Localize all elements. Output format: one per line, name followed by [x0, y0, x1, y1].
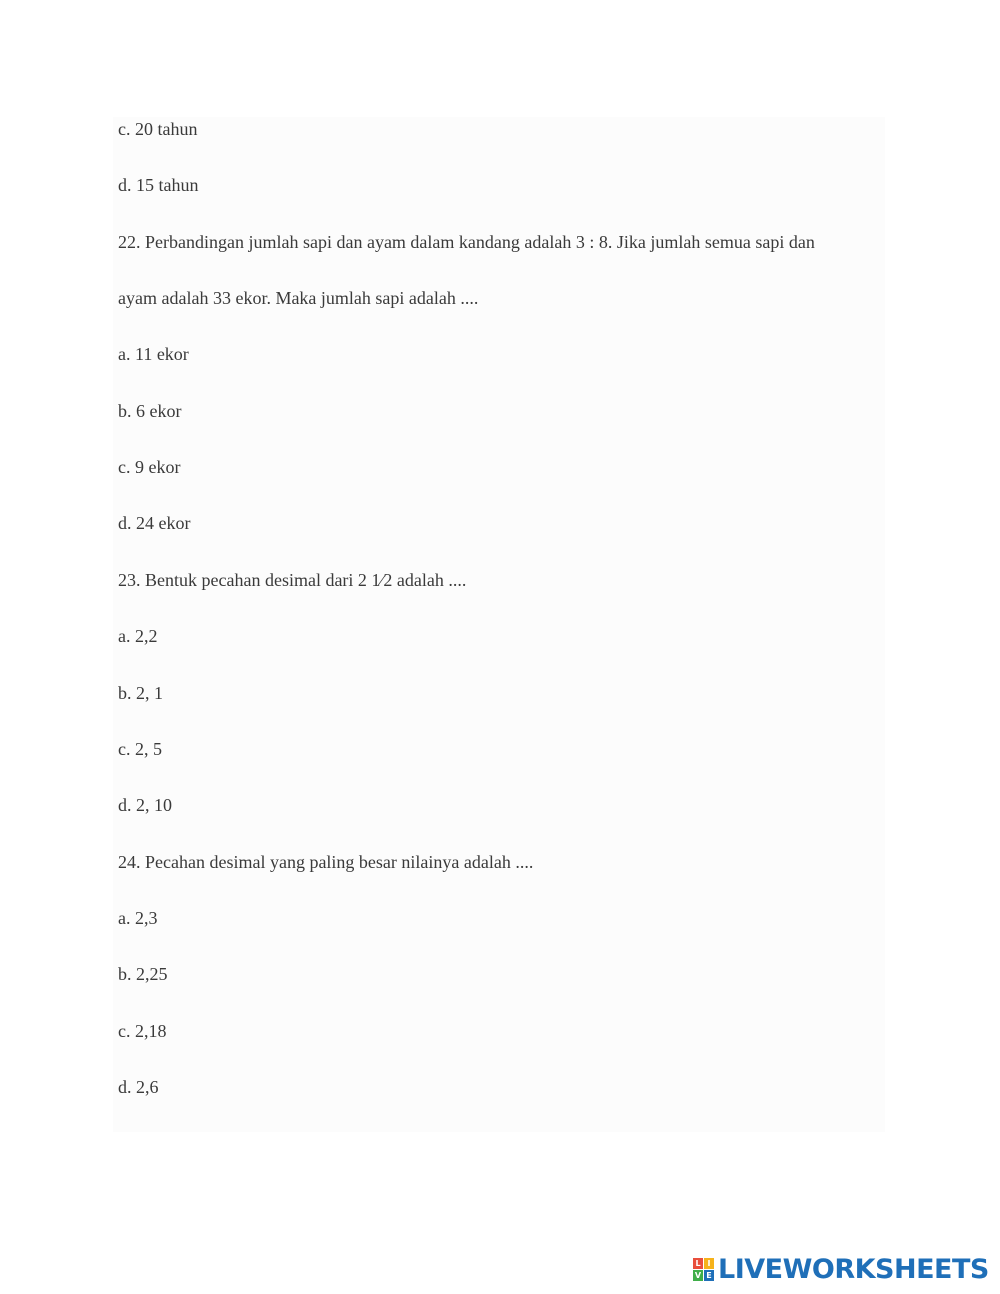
worksheet-content [113, 117, 885, 1132]
liveworksheets-logo [693, 1254, 989, 1286]
option-d-q22: d. 24 ekor [118, 513, 191, 533]
liveworksheets-logo-icon [693, 1258, 715, 1282]
option-d-q24: d. 2,6 [118, 1077, 159, 1097]
option-c-q23: c. 2, 5 [118, 739, 162, 759]
logo-tile-i: I [704, 1258, 714, 1269]
option-c-q22: c. 9 ekor [118, 457, 181, 477]
question-22-line-1: 22. Perbandingan jumlah sapi dan ayam dalam kandang adalah 3 : 8. Jika jumlah semua sapi dan [118, 232, 815, 252]
option-b-q22: b. 6 ekor [118, 401, 182, 421]
option-b-q24: b. 2,25 [118, 964, 168, 984]
logo-tile-e: E [704, 1270, 714, 1281]
option-b-q23: b. 2, 1 [118, 683, 163, 703]
option-c-q21: c. 20 tahun [118, 119, 198, 139]
logo-tile-l: L [693, 1258, 703, 1269]
question-23: 23. Bentuk pecahan desimal dari 2 1⁄2 adalah .... [118, 570, 467, 590]
logo-tile-v: V [694, 1271, 702, 1280]
option-a-q23: a. 2,2 [118, 626, 158, 646]
option-a-q22: a. 11 ekor [118, 344, 189, 364]
liveworksheets-logo-text: LIVEWORKSHEETS [718, 1254, 989, 1285]
question-22-line-2: ayam adalah 33 ekor. Maka jumlah sapi adalah .... [118, 288, 479, 308]
option-a-q24: a. 2,3 [118, 908, 158, 928]
option-c-q24: c. 2,18 [118, 1021, 167, 1041]
option-d-q21: d. 15 tahun [118, 175, 199, 195]
question-24: 24. Pecahan desimal yang paling besar nilainya adalah .... [118, 852, 534, 872]
option-d-q23: d. 2, 10 [118, 795, 172, 815]
